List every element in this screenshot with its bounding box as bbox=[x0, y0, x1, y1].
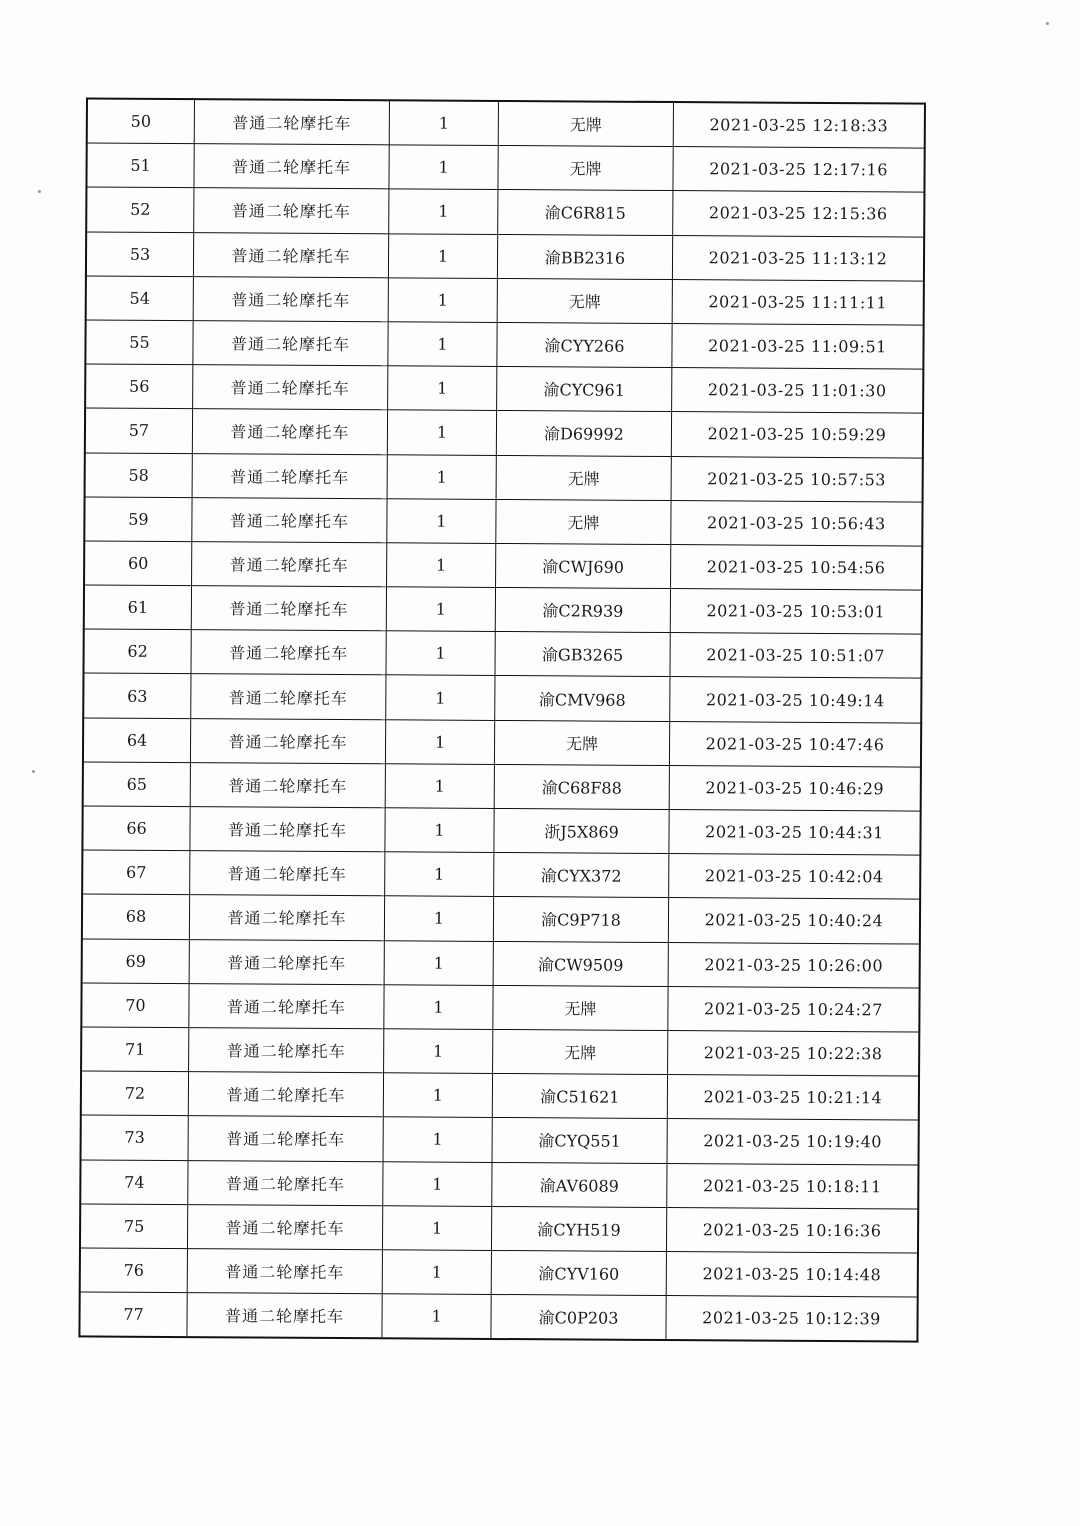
quantity-cell: 1 bbox=[382, 1250, 491, 1295]
quantity-cell: 1 bbox=[388, 322, 497, 367]
row-number-cell: 70 bbox=[81, 983, 189, 1028]
vehicle-type-cell: 普通二轮摩托车 bbox=[189, 1028, 384, 1073]
table-row bbox=[80, 1204, 918, 1253]
records-table-wrapper bbox=[78, 97, 918, 1342]
row-number-cell: 72 bbox=[81, 1071, 189, 1116]
row-number-cell: 63 bbox=[83, 673, 191, 718]
scan-speck bbox=[1046, 22, 1049, 25]
table-row bbox=[84, 541, 922, 590]
row-number-cell: 77 bbox=[79, 1292, 187, 1337]
table-row bbox=[82, 894, 920, 943]
quantity-cell: 1 bbox=[388, 278, 497, 323]
table-row bbox=[80, 1159, 918, 1208]
quantity-cell: 1 bbox=[388, 366, 497, 411]
table-row bbox=[85, 320, 923, 369]
vehicle-type-cell: 普通二轮摩托车 bbox=[187, 1204, 382, 1249]
plate-number-cell: 渝C0P203 bbox=[491, 1295, 666, 1341]
quantity-cell: 1 bbox=[383, 1073, 492, 1118]
plate-number-cell: 无牌 bbox=[496, 499, 671, 544]
table-row bbox=[81, 1115, 919, 1164]
vehicle-type-cell: 普通二轮摩托车 bbox=[194, 144, 389, 189]
row-number-cell: 50 bbox=[87, 98, 195, 143]
plate-number-cell: 浙J5X869 bbox=[494, 808, 669, 853]
vehicle-type-cell: 普通二轮摩托车 bbox=[188, 1160, 383, 1205]
records-table bbox=[78, 97, 926, 1342]
quantity-cell: 1 bbox=[385, 764, 494, 809]
quantity-cell: 1 bbox=[387, 543, 496, 588]
quantity-cell: 1 bbox=[387, 454, 496, 499]
vehicle-type-cell: 普通二轮摩托车 bbox=[190, 807, 385, 852]
row-number-cell: 74 bbox=[80, 1159, 188, 1204]
table-row bbox=[79, 1292, 917, 1342]
table-row bbox=[82, 850, 920, 899]
timestamp-cell: 2021-03-25 10:42:04 bbox=[669, 854, 921, 900]
timestamp-cell: 2021-03-25 12:15:36 bbox=[673, 191, 925, 237]
plate-number-cell: 无牌 bbox=[493, 1029, 668, 1074]
row-number-cell: 68 bbox=[82, 894, 190, 939]
vehicle-type-cell: 普通二轮摩托车 bbox=[193, 276, 388, 321]
vehicle-type-cell: 普通二轮摩托车 bbox=[194, 99, 389, 145]
row-number-cell: 64 bbox=[83, 718, 191, 763]
plate-number-cell: 渝CYC961 bbox=[497, 367, 672, 412]
vehicle-type-cell: 普通二轮摩托车 bbox=[188, 1116, 383, 1161]
plate-number-cell: 渝C51621 bbox=[492, 1074, 667, 1119]
vehicle-type-cell: 普通二轮摩托车 bbox=[187, 1248, 382, 1293]
plate-number-cell: 无牌 bbox=[496, 455, 671, 500]
table-row bbox=[86, 276, 924, 325]
quantity-cell: 1 bbox=[382, 1294, 491, 1339]
timestamp-cell: 2021-03-25 10:51:07 bbox=[670, 633, 922, 679]
row-number-cell: 69 bbox=[82, 939, 190, 984]
plate-number-cell: 渝D69992 bbox=[496, 411, 671, 456]
table-row bbox=[83, 629, 921, 678]
row-number-cell: 66 bbox=[82, 806, 190, 851]
timestamp-cell: 2021-03-25 10:47:46 bbox=[669, 721, 921, 767]
plate-number-cell: 渝CW9509 bbox=[493, 941, 668, 986]
timestamp-cell: 2021-03-25 10:18:11 bbox=[667, 1163, 919, 1209]
plate-number-cell: 无牌 bbox=[498, 101, 673, 147]
timestamp-cell: 2021-03-25 12:17:16 bbox=[673, 147, 925, 193]
quantity-cell: 1 bbox=[389, 100, 498, 145]
plate-number-cell: 渝CYQ551 bbox=[492, 1118, 667, 1163]
vehicle-type-cell: 普通二轮摩托车 bbox=[191, 630, 386, 675]
quantity-cell: 1 bbox=[385, 719, 494, 764]
timestamp-cell: 2021-03-25 10:24:27 bbox=[668, 986, 920, 1032]
row-number-cell: 56 bbox=[85, 364, 193, 409]
table-row bbox=[82, 806, 920, 855]
table-row bbox=[86, 232, 924, 281]
row-number-cell: 59 bbox=[84, 497, 192, 542]
table-row bbox=[84, 497, 922, 546]
quantity-cell: 1 bbox=[386, 675, 495, 720]
row-number-cell: 58 bbox=[85, 452, 193, 497]
plate-number-cell: 无牌 bbox=[494, 720, 669, 765]
row-number-cell: 55 bbox=[85, 320, 193, 365]
plate-number-cell: 渝GB3265 bbox=[495, 632, 670, 677]
row-number-cell: 61 bbox=[84, 585, 192, 630]
quantity-cell: 1 bbox=[383, 1117, 492, 1162]
table-row bbox=[85, 364, 923, 413]
row-number-cell: 51 bbox=[86, 143, 194, 188]
plate-number-cell: 渝BB2316 bbox=[497, 234, 672, 279]
vehicle-type-cell: 普通二轮摩托车 bbox=[193, 232, 388, 277]
vehicle-type-cell: 普通二轮摩托车 bbox=[192, 409, 387, 454]
timestamp-cell: 2021-03-25 10:57:53 bbox=[671, 456, 923, 502]
table-row bbox=[83, 718, 921, 767]
plate-number-cell: 渝AV6089 bbox=[492, 1162, 667, 1207]
timestamp-cell: 2021-03-25 11:13:12 bbox=[672, 235, 924, 281]
timestamp-cell: 2021-03-25 11:09:51 bbox=[672, 323, 924, 369]
vehicle-type-cell: 普通二轮摩托车 bbox=[190, 851, 385, 896]
row-number-cell: 62 bbox=[83, 629, 191, 674]
plate-number-cell: 渝C6R815 bbox=[498, 190, 673, 235]
plate-number-cell: 渝CYY266 bbox=[497, 322, 672, 367]
quantity-cell: 1 bbox=[384, 940, 493, 985]
table-row bbox=[87, 98, 925, 148]
timestamp-cell: 2021-03-25 12:18:33 bbox=[673, 102, 925, 148]
timestamp-cell: 2021-03-25 10:14:48 bbox=[666, 1251, 918, 1297]
table-row bbox=[86, 143, 924, 192]
row-number-cell: 60 bbox=[84, 541, 192, 586]
row-number-cell: 52 bbox=[86, 187, 194, 232]
timestamp-cell: 2021-03-25 10:22:38 bbox=[668, 1030, 920, 1076]
plate-number-cell: 无牌 bbox=[498, 146, 673, 191]
table-row bbox=[84, 585, 922, 634]
plate-number-cell: 渝CYX372 bbox=[494, 853, 669, 898]
timestamp-cell: 2021-03-25 10:49:14 bbox=[670, 677, 922, 723]
vehicle-type-cell: 普通二轮摩托车 bbox=[192, 453, 387, 498]
quantity-cell: 1 bbox=[389, 189, 498, 234]
vehicle-type-cell: 普通二轮摩托车 bbox=[188, 1072, 383, 1117]
scan-speck bbox=[38, 190, 41, 193]
vehicle-type-cell: 普通二轮摩托车 bbox=[193, 365, 388, 410]
table-row bbox=[85, 452, 923, 501]
plate-number-cell: 渝CMV968 bbox=[495, 676, 670, 721]
quantity-cell: 1 bbox=[382, 1205, 491, 1250]
table-row bbox=[81, 1027, 919, 1076]
timestamp-cell: 2021-03-25 10:59:29 bbox=[671, 412, 923, 458]
row-number-cell: 57 bbox=[85, 408, 193, 453]
table-row bbox=[81, 1071, 919, 1120]
row-number-cell: 67 bbox=[82, 850, 190, 895]
row-number-cell: 76 bbox=[80, 1248, 188, 1293]
plate-number-cell: 渝CWJ690 bbox=[496, 543, 671, 588]
vehicle-type-cell: 普通二轮摩托车 bbox=[189, 983, 384, 1028]
quantity-cell: 1 bbox=[384, 896, 493, 941]
row-number-cell: 65 bbox=[83, 762, 191, 807]
timestamp-cell: 2021-03-25 10:26:00 bbox=[668, 942, 920, 988]
scan-speck bbox=[32, 770, 35, 773]
plate-number-cell: 渝CYH519 bbox=[491, 1206, 666, 1251]
timestamp-cell: 2021-03-25 10:44:31 bbox=[669, 810, 921, 856]
records-table-body bbox=[79, 98, 925, 1341]
row-number-cell: 54 bbox=[86, 276, 194, 321]
timestamp-cell: 2021-03-25 10:21:14 bbox=[667, 1075, 919, 1121]
timestamp-cell: 2021-03-25 10:16:36 bbox=[666, 1207, 918, 1253]
vehicle-type-cell: 普通二轮摩托车 bbox=[193, 321, 388, 366]
table-row bbox=[82, 939, 920, 988]
timestamp-cell: 2021-03-25 10:54:56 bbox=[671, 544, 923, 590]
timestamp-cell: 2021-03-25 10:46:29 bbox=[669, 765, 921, 811]
vehicle-type-cell: 普通二轮摩托车 bbox=[187, 1293, 382, 1339]
row-number-cell: 53 bbox=[86, 232, 194, 277]
plate-number-cell: 渝C2R939 bbox=[495, 588, 670, 633]
table-row bbox=[80, 1248, 918, 1297]
quantity-cell: 1 bbox=[389, 145, 498, 190]
vehicle-type-cell: 普通二轮摩托车 bbox=[189, 895, 384, 940]
quantity-cell: 1 bbox=[384, 1029, 493, 1074]
quantity-cell: 1 bbox=[385, 852, 494, 897]
plate-number-cell: 渝CYV160 bbox=[491, 1250, 666, 1295]
quantity-cell: 1 bbox=[385, 808, 494, 853]
quantity-cell: 1 bbox=[386, 631, 495, 676]
plate-number-cell: 无牌 bbox=[493, 985, 668, 1030]
vehicle-type-cell: 普通二轮摩托车 bbox=[192, 497, 387, 542]
table-row bbox=[83, 673, 921, 722]
plate-number-cell: 渝C9P718 bbox=[493, 897, 668, 942]
vehicle-type-cell: 普通二轮摩托车 bbox=[189, 939, 384, 984]
row-number-cell: 71 bbox=[81, 1027, 189, 1072]
vehicle-type-cell: 普通二轮摩托车 bbox=[190, 762, 385, 807]
quantity-cell: 1 bbox=[387, 410, 496, 455]
row-number-cell: 73 bbox=[81, 1115, 189, 1160]
timestamp-cell: 2021-03-25 11:01:30 bbox=[672, 368, 924, 414]
plate-number-cell: 渝C68F88 bbox=[494, 764, 669, 809]
quantity-cell: 1 bbox=[383, 1161, 492, 1206]
vehicle-type-cell: 普通二轮摩托车 bbox=[191, 674, 386, 719]
row-number-cell: 75 bbox=[80, 1204, 188, 1249]
vehicle-type-cell: 普通二轮摩托车 bbox=[191, 586, 386, 631]
quantity-cell: 1 bbox=[388, 233, 497, 278]
table-row bbox=[85, 408, 923, 457]
vehicle-type-cell: 普通二轮摩托车 bbox=[192, 541, 387, 586]
timestamp-cell: 2021-03-25 10:56:43 bbox=[671, 500, 923, 546]
timestamp-cell: 2021-03-25 10:12:39 bbox=[666, 1296, 918, 1342]
vehicle-type-cell: 普通二轮摩托车 bbox=[190, 718, 385, 763]
table-row bbox=[81, 983, 919, 1032]
timestamp-cell: 2021-03-25 10:40:24 bbox=[668, 898, 920, 944]
timestamp-cell: 2021-03-25 10:19:40 bbox=[667, 1119, 919, 1165]
timestamp-cell: 2021-03-25 11:11:11 bbox=[672, 279, 924, 325]
timestamp-cell: 2021-03-25 10:53:01 bbox=[670, 589, 922, 635]
quantity-cell: 1 bbox=[387, 498, 496, 543]
table-row bbox=[86, 187, 924, 236]
table-row bbox=[83, 762, 921, 811]
vehicle-type-cell: 普通二轮摩托车 bbox=[194, 188, 389, 233]
plate-number-cell: 无牌 bbox=[497, 278, 672, 323]
quantity-cell: 1 bbox=[386, 587, 495, 632]
quantity-cell: 1 bbox=[384, 985, 493, 1030]
